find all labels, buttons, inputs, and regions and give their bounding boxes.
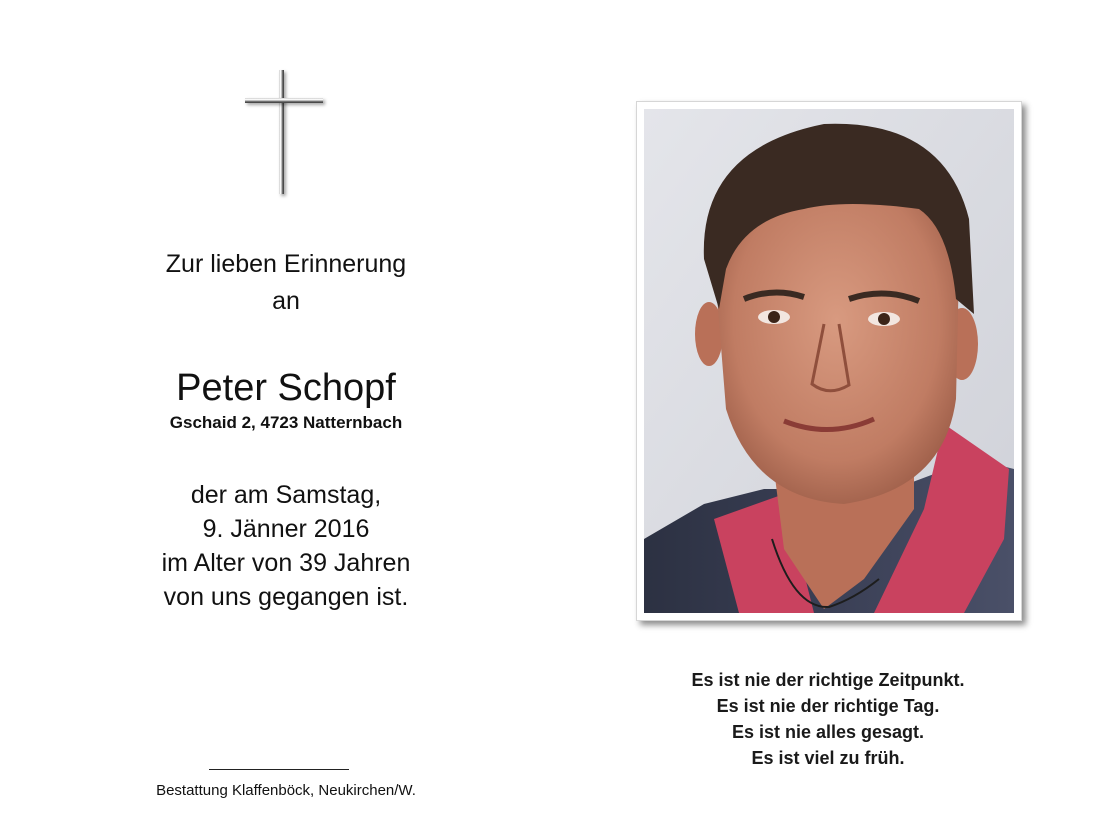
intro-line: Zur lieben Erinnerung <box>165 250 407 278</box>
deceased-address: Gschaid 2, 4723 Natternbach <box>169 413 403 432</box>
death-notice-line: im Alter von 39 Jahren <box>161 549 411 577</box>
verse-line: Es ist viel zu früh. <box>751 748 905 768</box>
cross-icon <box>243 68 327 198</box>
death-notice-line: der am Samstag, <box>190 481 382 509</box>
portrait-frame <box>636 101 1022 621</box>
portrait-photo <box>644 109 1014 613</box>
verse-line: Es ist nie alles gesagt. <box>731 722 925 742</box>
cross-horizontal-bar <box>245 98 323 103</box>
death-notice-line: 9. Jänner 2016 <box>202 515 370 543</box>
death-notice <box>86 478 486 614</box>
undertaker-credit: Bestattung Klaffenböck, Neukirchen/W. <box>156 782 416 799</box>
cross-vertical-bar <box>279 70 284 194</box>
intro-text <box>86 246 486 320</box>
death-notice-line: von uns gegangen ist. <box>163 583 409 611</box>
deceased-name: Peter Schopf <box>176 367 396 409</box>
intro-line: an <box>272 287 300 315</box>
memorial-verse <box>628 667 1028 771</box>
signature-divider <box>209 769 349 770</box>
verse-line: Es ist nie der richtige Zeitpunkt. <box>691 670 965 690</box>
verse-line: Es ist nie der richtige Tag. <box>716 696 940 716</box>
